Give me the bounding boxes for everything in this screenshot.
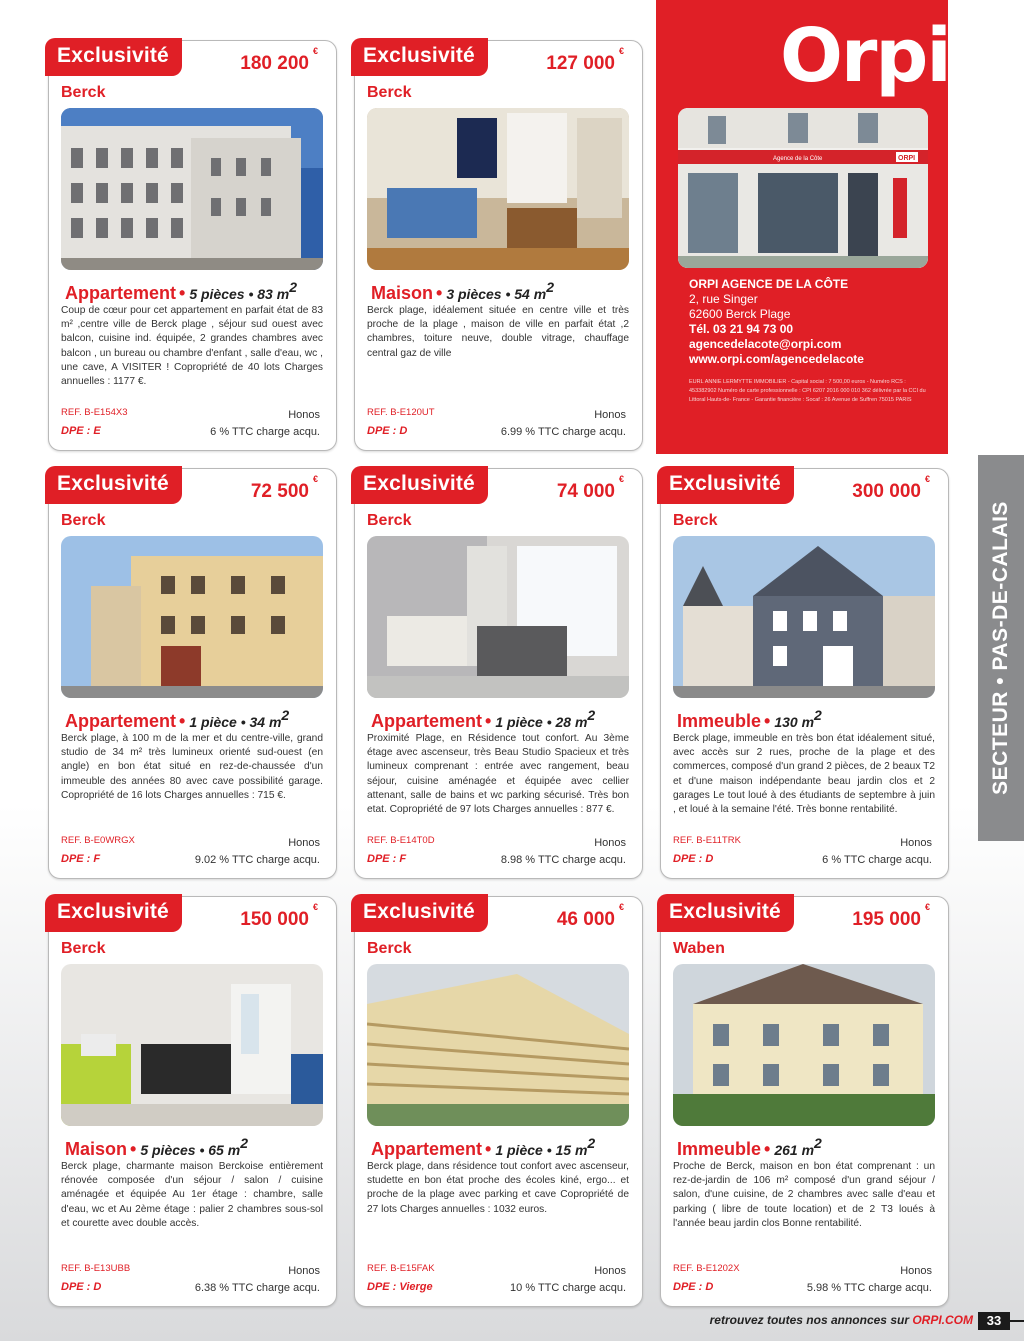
honos-label: Honos [594,1265,626,1277]
agency-fee: 6.99 % TTC charge acqu. [500,426,626,438]
listing-card[interactable] [660,468,949,879]
property-title: Appartement • 5 pièces • 83 $m^2$ [65,279,297,303]
property-photo [673,536,935,698]
honos-label: Honos [900,1265,932,1277]
honos-label: Honos [900,837,932,849]
price: 195 000€ [852,901,930,930]
property-description: Proche de Berck, maison en bon état comprenant : un rez-de-jardin de 106 m² composé d'un grand séjour / salon, d'une cuisine, de 2 chambres avec salle d'eau et parking ( libre de toute location) et de 2 T3 loués à l'année beau jardin clos Bonne rentabilité. [673,1161,935,1229]
property-description: Berck plage, à 100 m de la mer et du centre-ville, grand studio de 34 m² très lumineux orienté sud-ouest (en angle) en bon état situé en rez-de-chaussée d'un immeuble des années 80 avec cave possibilité garage. Copropriété de 16 lots Charges annuelles : 715 €. [61,733,323,801]
agency-name: ORPI AGENCE DE LA CÔTE [689,277,849,291]
city: Berck [61,512,106,529]
city: Berck [367,512,412,529]
property-title: Maison • 5 pièces • 65 $m^2$ [65,1135,248,1159]
agency-fee: 5.98 % TTC charge acqu. [806,1282,932,1294]
dpe-rating: DPE : D [61,1281,102,1293]
listing-card[interactable] [48,40,337,451]
agency-fee: 9.02 % TTC charge acqu. [194,854,320,866]
city: Berck [367,84,412,101]
agency-legal-notice: EURL ANNIE LERMYTTE IMMOBILIER - Capital social : 7 500,00 euros - Numéro RCS : 453382902 Numéro de carte professionnelle : CPI 6207 2016 000 010 362 délivrée par la CCI du Littoral Hauts-de- France - Garantie financière : Socaf : 26 Avenue de Suffren 75015 PARIS [689,379,926,403]
property-photo [367,536,629,698]
dpe-rating: DPE : D [367,425,408,437]
agency-panel [656,0,948,454]
agency-storefront-photo [678,108,928,268]
property-description: Berck plage, immeuble en très bon état idéalement situé, avec accès sur 2 rues, proche de la plage et des commerces, composé d'un grand 2 pièces, de 2 beaux T2 et d'une maison indépendante beau jardin clos et 2 garages Le tout loué à des étudiants de septembre à juin , et loué à la semaine l'été. Très bonne rentabilité. [673,733,935,816]
dpe-rating: DPE : Vierge [367,1281,433,1293]
exclusivite-badge: Exclusivité [45,38,182,76]
listing-card[interactable] [48,896,337,1307]
exclusivite-badge: Exclusivité [351,38,488,76]
listing-card[interactable] [354,468,643,879]
sector-side-band [978,455,1024,841]
property-title: Immeuble • 261 $m^2$ [677,1135,822,1159]
price: 180 200€ [240,45,318,74]
price: 300 000€ [852,473,930,502]
exclusivite-badge: Exclusivité [45,894,182,932]
storefront-logo: ORPI [898,155,916,162]
agency-email[interactable]: agencedelacote@orpi.com [689,337,842,351]
property-photo [61,964,323,1126]
property-description: Berck plage, idéalement située en centre ville et très proche de la plage , maison de ville en parfait état ,2 chambres, toiture neuve, double vitrage, chauffage central gaz de ville [367,305,629,359]
listing-card[interactable] [354,40,643,451]
property-description: Berck plage, dans résidence tout confort avec ascenseur, studette en bon état proche des écoles kiné, ergo... et proche de la plage avec parking et cave Copropriété de 27 lots Charges annuelles : 1032 euros. [367,1161,629,1215]
honos-label: Honos [594,837,626,849]
reference: REF. B-E14T0D [367,835,435,846]
city: Berck [673,512,718,529]
agency-city: 62600 Berck Plage [689,307,791,321]
reference: REF. B-E15FAK [367,1263,435,1274]
honos-label: Honos [594,409,626,421]
reference: REF. B-E0WRGX [61,835,135,846]
agency-fee: 10 % TTC charge acqu. [510,1282,626,1294]
exclusivite-badge: Exclusivité [45,466,182,504]
property-description: Proximité Plage, en Résidence tout confort. Au 3ème étage avec ascenseur, très Beau Studio Spacieux et très lumineux comprenant : entrée avec rangement, beau séjour, cuisine aménagée et équipée avec cellier attenant, salle de bains et wc parking sécurisé. Très bon etat. Copropriété de 97 lots Charges annuelles : 877 €. [367,733,629,816]
listing-card[interactable] [354,896,643,1307]
dpe-rating: DPE : D [673,853,714,865]
listing-card[interactable] [660,896,949,1307]
property-title: Immeuble • 130 $m^2$ [677,707,822,731]
city: Berck [367,940,412,957]
agency-street: 2, rue Singer [689,292,758,306]
property-description: Berck plage, charmante maison Berckoise entièrement rénovée composée d'un séjour / salon / cuisine aménagée et équipée Au 1er étage : chambre, salle d'eau, wc et Au 2ème étage : palier 2 chambres sous-sol et courette avec double accès. [61,1161,323,1229]
exclusivite-badge: Exclusivité [351,466,488,504]
page-number: 33 [978,1312,1010,1330]
footer-website-link[interactable]: ORPI.COM [912,1313,973,1327]
price: 74 000€ [556,473,624,502]
orpi-logo: Orpi [780,13,950,99]
agency-fee: 6 % TTC charge acqu. [822,854,932,866]
reference: REF. B-E1202X [673,1263,740,1274]
agency-contact [689,277,864,367]
property-title: Appartement • 1 pièce • 34 $m^2$ [65,707,290,731]
city: Berck [61,940,106,957]
footer-tagline: retrouvez toutes nos annonces sur ORPI.COM [709,1313,973,1327]
agency-fee: 6 % TTC charge acqu. [210,426,320,438]
price: 72 500€ [250,473,318,502]
dpe-rating: DPE : E [61,425,101,437]
reference: REF. B-E154X3 [61,407,128,418]
listing-card[interactable] [48,468,337,879]
storefront-sign: Agence de la Côte [773,156,823,162]
property-title: Maison • 3 pièces • 54 $m^2$ [371,279,554,303]
city: Berck [61,84,106,101]
exclusivite-badge: Exclusivité [657,894,794,932]
exclusivite-badge: Exclusivité [657,466,794,504]
property-title: Appartement • 1 pièce • 28 $m^2$ [371,707,596,731]
property-photo [367,108,629,270]
property-photo [61,108,323,270]
reference: REF. B-E120UT [367,407,435,418]
property-description: Coup de cœur pour cet appartement en parfait état de 83 m² ,centre ville de Berck plage , séjour sud ouest avec balcon, cuisine ind. équipée, 2 grandes chambres avec balcon , un bureau ou chambre d'enfant , salle d'eau, wc , une cave, A VISITER ! Copropriété de 40 lots Charges annuelles : 1177 €. [61,305,323,388]
property-photo [367,964,629,1126]
agency-website[interactable]: www.orpi.com/agencedelacote [689,352,864,366]
reference: REF. B-E11TRK [673,835,741,846]
agency-fee: 6.38 % TTC charge acqu. [194,1282,320,1294]
price: 46 000€ [556,901,624,930]
price: 150 000€ [240,901,318,930]
dpe-rating: DPE : F [61,853,101,865]
honos-label: Honos [288,837,320,849]
sector-label: SECTEUR • PAS-DE-CALAIS [989,501,1012,795]
price: 127 000€ [546,45,624,74]
reference: REF. B-E13UBB [61,1263,131,1274]
city: Waben [673,940,725,957]
property-photo [673,964,935,1126]
property-photo [61,536,323,698]
honos-label: Honos [288,409,320,421]
agency-fee: 8.98 % TTC charge acqu. [500,854,626,866]
exclusivite-badge: Exclusivité [351,894,488,932]
dpe-rating: DPE : F [367,853,407,865]
agency-phone[interactable]: Tél. 03 21 94 73 00 [689,322,794,336]
honos-label: Honos [288,1265,320,1277]
dpe-rating: DPE : D [673,1281,714,1293]
property-title: Appartement • 1 pièce • 15 $m^2$ [371,1135,596,1159]
